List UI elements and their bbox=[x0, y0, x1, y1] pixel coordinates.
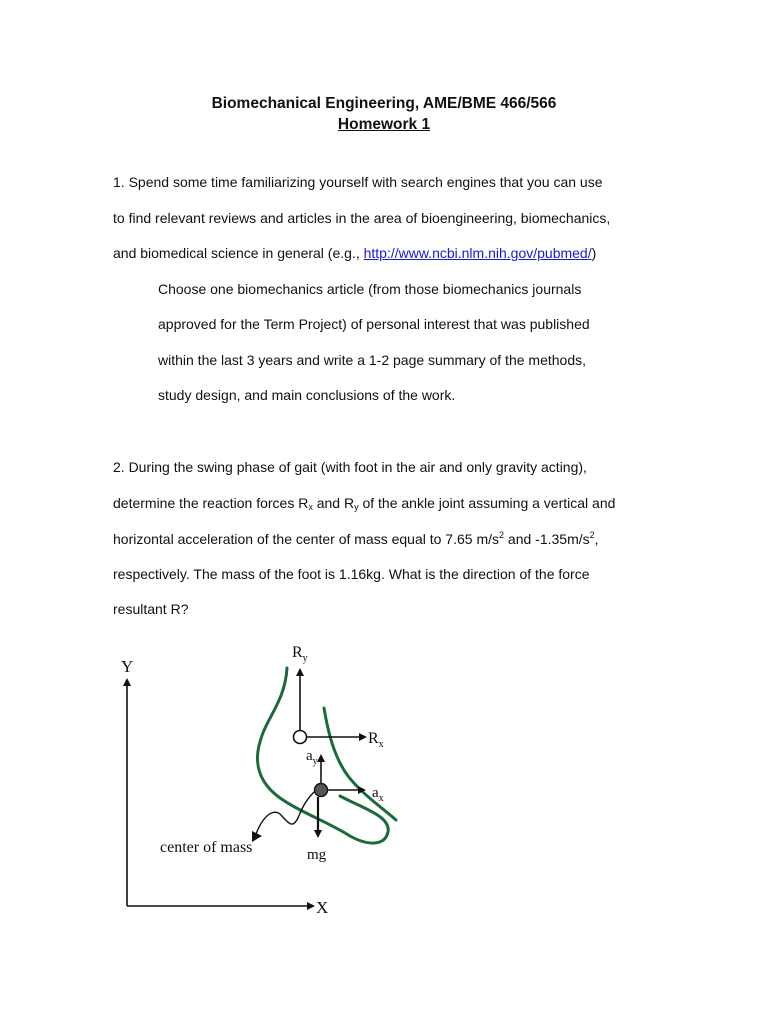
rx-main: R bbox=[368, 730, 379, 747]
center-of-mass-label: center of mass bbox=[160, 839, 253, 856]
ry-label bbox=[292, 644, 308, 664]
problem2-line3 bbox=[113, 530, 599, 547]
p2l3-c: , bbox=[594, 531, 599, 547]
p2l3-sup1: 2 bbox=[499, 530, 505, 540]
problem1-indent-line1: Choose one biomechanics article (from those biomechanics journals bbox=[158, 281, 582, 297]
rx-label bbox=[368, 730, 384, 750]
problem2-line5: resultant R? bbox=[113, 601, 189, 617]
p2l2-sub2: y bbox=[354, 502, 359, 512]
p2l2-a: determine the reaction forces R bbox=[113, 495, 309, 511]
rx-sub: x bbox=[378, 739, 384, 750]
homework-title: Homework 1 bbox=[337, 116, 431, 133]
ry-main: R bbox=[292, 644, 303, 661]
ankle-joint bbox=[294, 731, 307, 744]
mg-label: mg bbox=[307, 847, 327, 863]
p2l3-b: and -1.35m/s bbox=[504, 531, 590, 547]
ay-main: a bbox=[306, 748, 313, 764]
problem1-line1: 1. Spend some time familiarizing yourself with search engines that you can use bbox=[113, 174, 603, 190]
problem1-line3-end: ) bbox=[591, 245, 597, 261]
ay-sub: y bbox=[312, 756, 318, 767]
pointer-arrowhead bbox=[252, 831, 262, 842]
foot-outline-back bbox=[257, 668, 388, 843]
problem2-line1: 2. During the swing phase of gait (with foot in the air and only gravity acting), bbox=[113, 459, 587, 475]
pubmed-link[interactable]: http://www.ncbi.nlm.nih.gov/pubmed/ bbox=[363, 245, 592, 261]
problem2-line2 bbox=[113, 495, 615, 512]
ax-main: a bbox=[372, 785, 379, 801]
center-of-mass-point bbox=[315, 784, 328, 797]
problem1-line2: to find relevant reviews and articles in the area of bioengineering, biomechanics, bbox=[113, 210, 611, 226]
y-axis-label: Y bbox=[121, 657, 134, 676]
ax-label bbox=[372, 785, 384, 804]
x-axis-label: X bbox=[316, 898, 329, 917]
problem2-line4: respectively. The mass of the foot is 1.16kg. What is the direction of the force bbox=[113, 566, 590, 582]
center-of-mass-pointer bbox=[256, 792, 314, 834]
problem1-indent-line2: approved for the Term Project) of personal interest that was published bbox=[158, 316, 590, 332]
p2l3-a: horizontal acceleration of the center of mass equal to 7.65 m/s bbox=[113, 531, 499, 547]
problem1-indent-line3: within the last 3 years and write a 1-2 page summary of the methods, bbox=[158, 352, 586, 368]
ax-sub: x bbox=[378, 793, 384, 804]
p2l3-sup2: 2 bbox=[589, 530, 595, 540]
page-title: Biomechanical Engineering, AME/BME 466/566 bbox=[211, 95, 557, 112]
p2l2-b: and R bbox=[312, 495, 355, 511]
problem1-indent-line4: study design, and main conclusions of the work. bbox=[158, 387, 456, 403]
problem1-line3 bbox=[113, 245, 596, 261]
foot-outline-front bbox=[324, 708, 396, 820]
ry-sub: y bbox=[302, 653, 308, 664]
ay-label bbox=[306, 748, 318, 767]
p2l2-sub1: x bbox=[308, 502, 313, 512]
problem1-line3-text: and biomedical science in general (e.g., bbox=[113, 245, 364, 261]
p2l2-c: of the ankle joint assuming a vertical and bbox=[358, 495, 616, 511]
